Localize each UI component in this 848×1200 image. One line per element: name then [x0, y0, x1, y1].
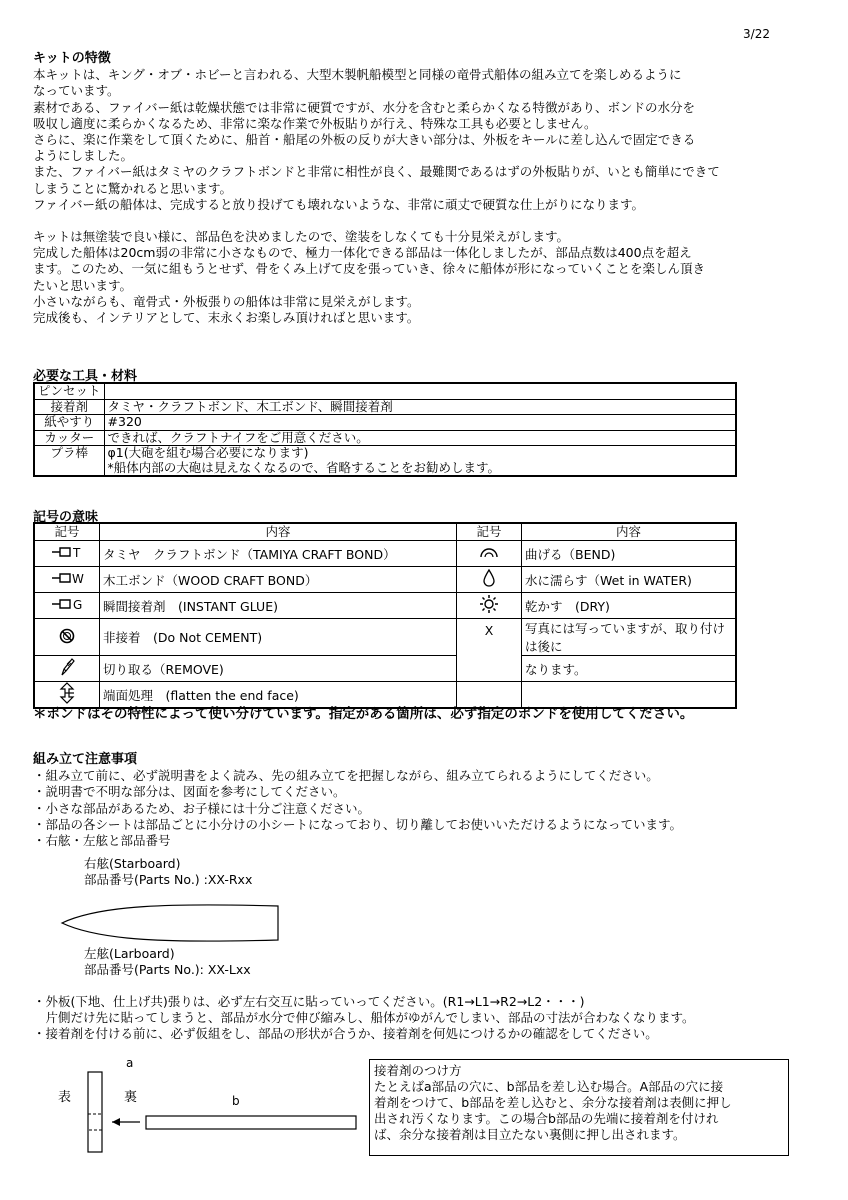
symbols-table — [33, 522, 737, 709]
tool-value: できれば、クラフトナイフをご用意ください。 — [104, 430, 736, 446]
diagram-label-front: 表 — [58, 1090, 72, 1105]
symbol-description: 切り取る（REMOVE) — [100, 656, 457, 682]
tool-label: 紙やすり — [34, 415, 104, 431]
tool-value: #320 — [104, 415, 736, 431]
col-content-header: 内容 — [100, 523, 457, 541]
col-symbol-header: 記号 — [457, 523, 522, 541]
assembly-item: ・右舷・左舷と部品番号 — [33, 833, 171, 849]
tools-table — [33, 382, 737, 477]
tool-label: プラ棒 — [34, 446, 104, 477]
assembly-item: ・説明書で不明な部分は、図面を参考にしてください。 — [33, 784, 346, 800]
symbols-heading: 記号の意味 — [33, 510, 99, 525]
craft-bond-icon — [34, 541, 100, 567]
table-row — [34, 567, 736, 593]
features-line: ようにしました。 — [33, 148, 134, 164]
features-line: 吸収し適度に柔らかくなるため、非常に楽な作業で外板貼りが行え、特殊な工具も必要としません。 — [33, 115, 597, 131]
assembly-item: ・外板(下地、仕上げ共)張りは、必ず左右交互に貼っていってください。(R1→L1→R2→L2・・・) — [33, 994, 585, 1009]
features-line: なっています。 — [33, 83, 120, 99]
symbol-description: 写真には写っていますが、取り付けは後に — [522, 619, 737, 656]
bond-note: ＊ボンドはその特性によって使い分けています。指定がある箇所は、必ず指定のボンドを使用してください。 — [33, 706, 694, 722]
table-row — [34, 593, 736, 619]
glue-method-box — [369, 1059, 789, 1156]
table-row — [34, 619, 736, 656]
symbol-description: 乾かす (DRY) — [522, 593, 737, 619]
sun-icon — [457, 593, 522, 619]
table-row — [34, 430, 736, 446]
diagram-label-b: b — [232, 1094, 240, 1108]
table-row — [34, 541, 736, 567]
glue-box-line: たとえばa部品の穴に、b部品を差し込む場合。A部品の穴に接 — [374, 1079, 724, 1094]
assembly-item: ・組み立て前に、必ず説明書をよく読み、先の組み立てを把握しながら、組み立てられるようにしてください。 — [33, 768, 659, 784]
wood-bond-icon — [34, 567, 100, 593]
tool-label: ピンセット — [34, 383, 104, 399]
tool-label: 接着剤 — [34, 399, 104, 415]
symbol-description: 端面処理 (flatten the end face) — [100, 682, 457, 709]
features-line: たいと思います。 — [33, 277, 133, 293]
symbol-description: 瞬間接着剤 (INSTANT GLUE) — [100, 593, 457, 619]
features-line: 小さいながらも、竜骨式・外板張りの船体は非常に見栄えがします。 — [33, 293, 420, 309]
table-row — [34, 656, 736, 682]
symbol-description: 水に濡らす（Wet in WATER) — [522, 567, 737, 593]
tool-value-line: *船体内部の大砲は見えなくなるので、省略することをお勧めします。 — [107, 459, 501, 475]
instant-glue-letter: G — [73, 598, 83, 611]
tool-value-line: φ1(大砲を組む場合必要になります) — [107, 445, 309, 460]
tools-heading: 必要な工具・材料 — [33, 369, 138, 384]
diagram-label-a: a — [126, 1056, 134, 1070]
table-row — [34, 446, 736, 477]
larboard-parts: 部品番号(Parts No.): XX-Lxx — [84, 962, 251, 978]
col-symbol-header: 記号 — [34, 523, 100, 541]
table-header-row — [34, 523, 736, 541]
features-line: 素材である、ファイバー紙は乾燥状態では非常に硬質ですが、水分を含むと柔らかくなる特徴があり、ボンドの水分を — [33, 99, 696, 115]
tool-label: カッター — [34, 430, 104, 446]
features-line: また、ファイバー紙はタミヤのクラフトボンドと非常に相性が良く、最難関であるはずの外板貼りが、いとも簡単にできて — [33, 164, 720, 180]
assembly-section — [33, 752, 682, 849]
glue-insertion-diagram — [82, 1070, 362, 1155]
wood-bond-letter: W — [72, 572, 84, 585]
larboard-label: 左舷(Larboard) — [84, 946, 175, 961]
starboard-parts: 部品番号(Parts No.) :XX-Rxx — [84, 872, 253, 888]
assembly-section-2 — [33, 994, 695, 1043]
craft-bond-letter: T — [73, 546, 81, 559]
glue-box-line: 出され汚くなります。この場合b部品の先端に接着剤を付けれ — [374, 1111, 719, 1126]
no-cement-icon — [34, 619, 100, 656]
larboard-label-group — [84, 946, 251, 978]
features-line: 完成後も、インテリアとして、末永くお楽しみ頂ければと思います。 — [33, 310, 420, 326]
glue-box-title: 接着剤のつけ方 — [374, 1063, 462, 1078]
symbol-description: 曲げる（BEND) — [522, 541, 737, 567]
starboard-label: 右舷(Starboard) — [84, 856, 181, 871]
water-drop-icon — [457, 567, 522, 593]
features-line: 本キットは、キング・オブ・ホビーと言われる、大型木製帆船模型と同様の竜骨式船体の組み立てを楽しめるように — [33, 67, 682, 83]
assembly-item: ・接着剤を付ける前に、必ず仮組をし、部品の形状が合うか、接着剤を何処につけるかの確認をしてください。 — [33, 1026, 658, 1042]
symbol-description: 非接着 (Do Not CEMENT) — [100, 619, 457, 656]
features-line: さらに、楽に作業をして頂くために、船首・船尾の外板の反りが大きい部分は、外板をキールに差し込んで固定できる — [33, 132, 696, 148]
assembly-item: ・小さな部品があるため、お子様には十分ご注意ください。 — [33, 800, 371, 816]
tool-value — [104, 446, 736, 477]
table-row — [34, 415, 736, 431]
knife-icon — [34, 656, 100, 682]
glue-box-line: 着剤をつけて、b部品を差し込むと、余分な接着剤は表側に押し — [374, 1095, 732, 1110]
instant-glue-icon — [34, 593, 100, 619]
features-heading: キットの特徴 — [33, 51, 111, 66]
bend-icon — [457, 541, 522, 567]
symbol-description: なります。 — [522, 656, 737, 682]
page-number: 3/22 — [743, 27, 770, 41]
col-content-header: 内容 — [522, 523, 737, 541]
assembly-item: 片側だけ先に貼ってしまうと、部品が水分で伸び縮みし、船体がゆがんでしまい、部品の寸法が合わなくなります。 — [33, 1010, 695, 1026]
tool-value: タミヤ・クラフトボンド、木工ボンド、瞬間接着剤 — [104, 399, 736, 415]
glue-box-line: ば、余分な接着剤は目立たない裏側に押し出されます。 — [374, 1127, 686, 1142]
table-row — [34, 399, 736, 415]
later-attach-symbol: X — [457, 619, 522, 682]
hull-outline-diagram — [60, 900, 282, 946]
features-line: キットは無塗装で良い様に、部品色を決めましたので、塗装をしなくても十分見栄えがします。 — [33, 229, 570, 245]
assembly-heading: 組み立て注意事項 — [33, 752, 138, 767]
features-section — [33, 51, 813, 326]
table-row — [34, 383, 736, 399]
features-line: しまうことに驚かれると思います。 — [33, 180, 233, 196]
diagram-label-back: 裏 — [124, 1090, 138, 1105]
features-line: ます。このため、一気に組もうとせず、骨をくみ上げて皮を張っていき、徐々に船体が形になっていくことを楽しん頂き — [33, 261, 706, 277]
symbol-description: タミヤ クラフトボンド（TAMIYA CRAFT BOND） — [100, 541, 457, 567]
tool-value — [104, 383, 736, 399]
assembly-item: ・部品の各シートは部品ごとに小分けの小シートになっており、切り離してお使いいただけるようになっています。 — [33, 816, 683, 832]
symbol-description: 木工ボンド（WOOD CRAFT BOND） — [100, 567, 457, 593]
starboard-label-group — [84, 856, 252, 888]
features-line: ファイバー紙の船体は、完成すると放り投げても壊れないような、非常に頑丈で硬質な仕上がりになります。 — [33, 196, 645, 212]
features-line: 完成した船体は20cm弱の非常に小さなもので、極力一体化できる部品は一体化しましたが、部品点数は400点を超え — [33, 245, 692, 261]
